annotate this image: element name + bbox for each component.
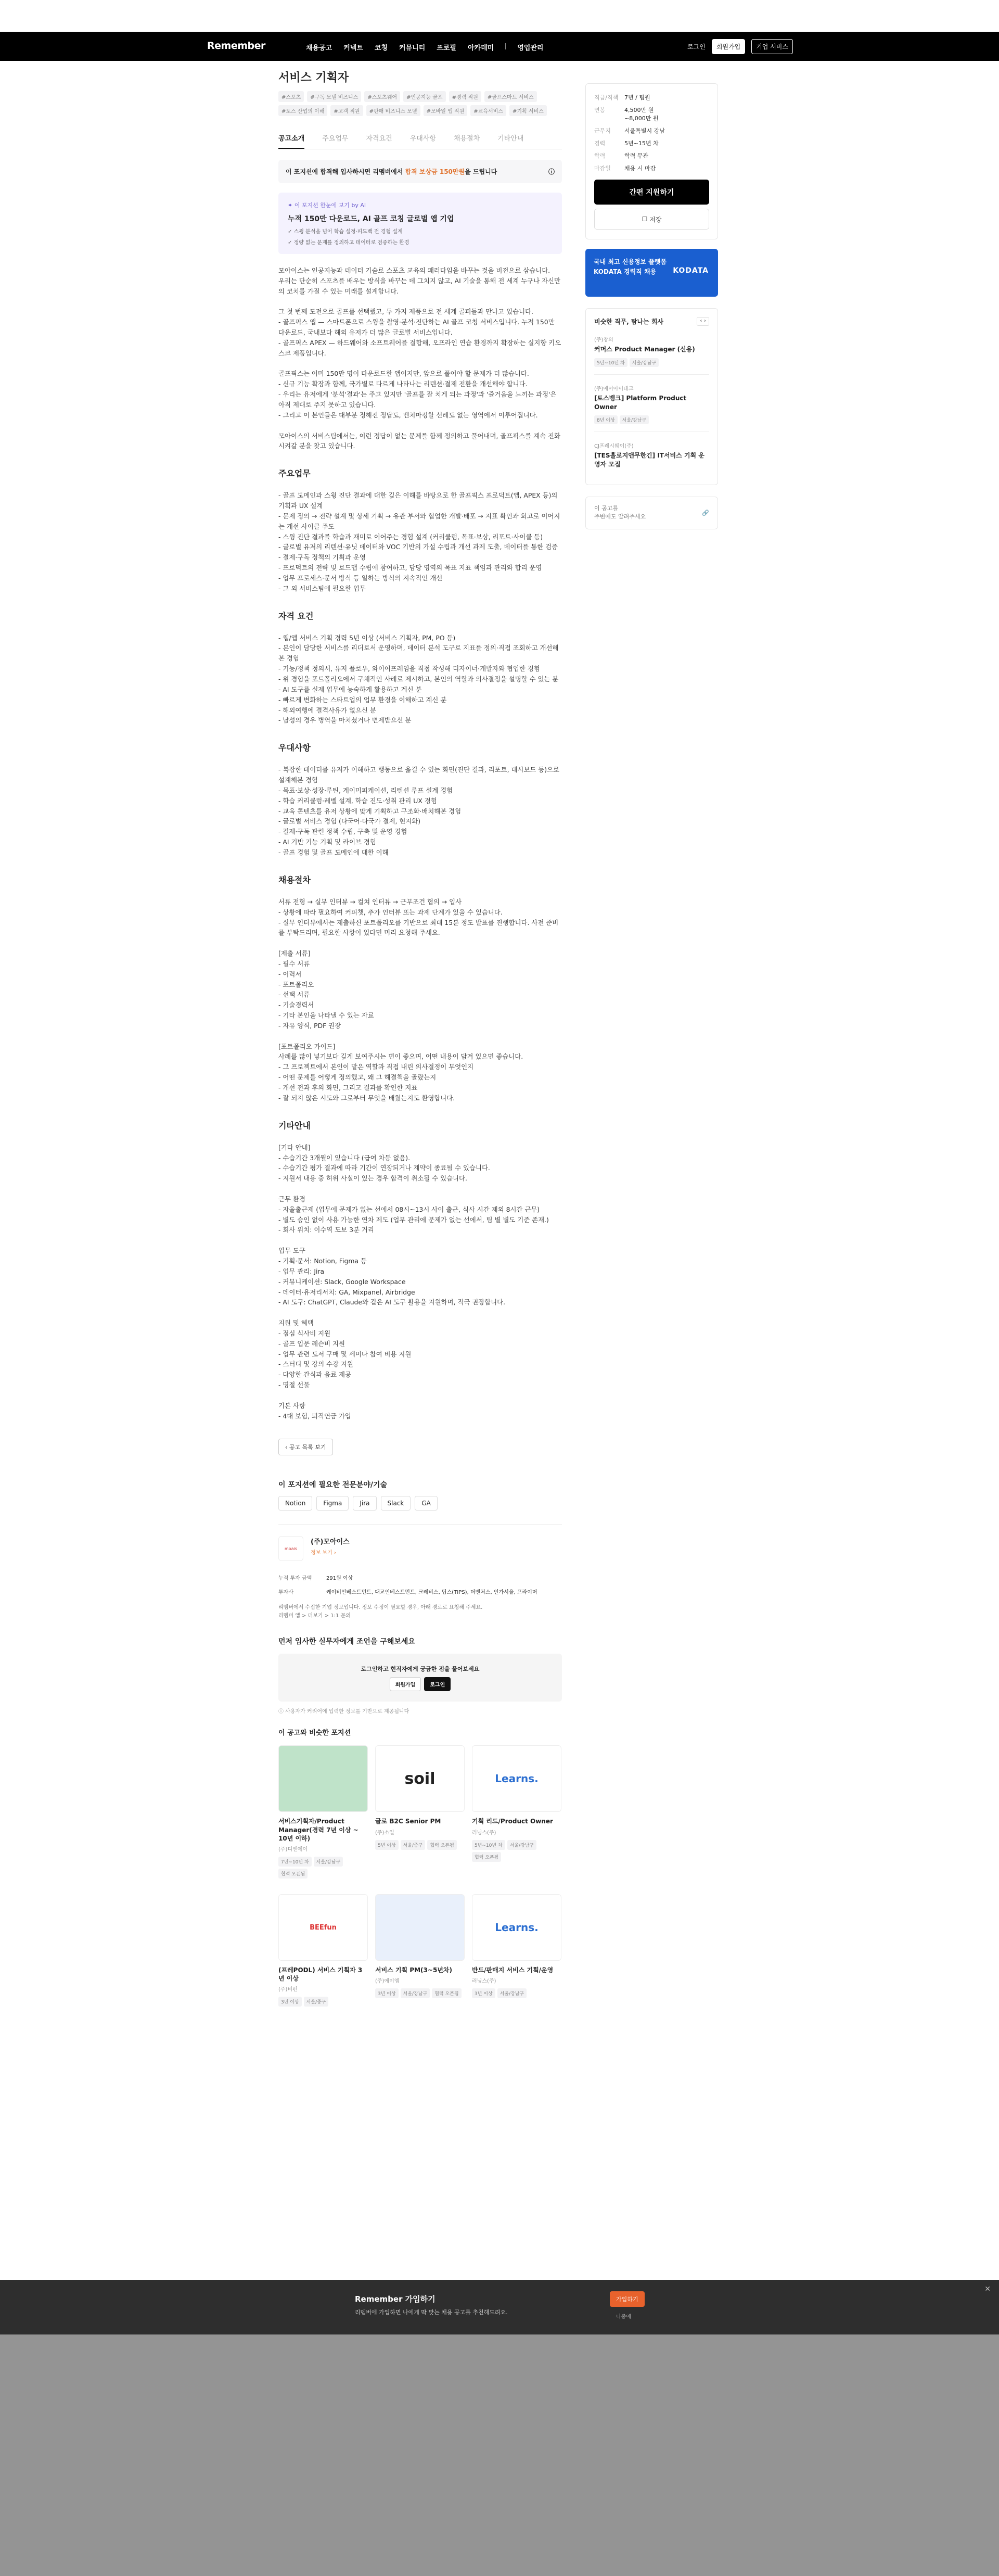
skill-chip: Notion xyxy=(278,1496,312,1511)
info-row xyxy=(594,151,709,160)
tab-process[interactable]: 채용절차 xyxy=(453,135,480,143)
job-card[interactable] xyxy=(278,1745,368,1879)
info-label: 학력 xyxy=(594,153,606,159)
tag: 5년 이상 xyxy=(375,1840,399,1850)
tag: 협력 오픈됨 xyxy=(472,1852,501,1862)
tag: 3년 이상 xyxy=(278,1997,302,2007)
banner-logo: KODATA xyxy=(673,267,709,275)
tab-requirements[interactable]: 자격요건 xyxy=(366,135,392,143)
job-card-tags xyxy=(278,1857,368,1879)
job-card[interactable] xyxy=(375,1894,465,2007)
bookmark-icon: ☐ xyxy=(642,215,650,223)
info-label: 근무지 xyxy=(594,128,611,134)
interview-box-text: 로그인하고 현직자에게 궁금한 점을 물어보세요 xyxy=(361,1665,480,1672)
invest-label: 누적 투자 금액 xyxy=(278,1576,312,1582)
info-label: 경력 xyxy=(594,140,606,147)
info-label: 직급/직책 xyxy=(594,94,619,101)
ai-summary-label: ✦ 이 포지션 한눈에 보기 by AI xyxy=(288,202,366,209)
section-body-preferred: - 복잡한 데이터를 유저가 이해하고 행동으로 옮길 수 있는 화면(진단 결과, 리포트, 대시보드 등)으로 설계해본 경험 - 목표·보상·성장·루틴, 게이미피케이션, 리텐션 루프 설계 경험 - 학습 커리큘럼·레벨 설계, 학습 진도·성취 관리 UX 경험 - 교육 콘텐츠를 유저 상황에 맞게 기획하고 구조화·배치해본 경험 - 글로벌 서비스 경험 (다국어·다국가 결제, 현지화) - 결제·구독 관련 정책 수립, 구축 및 운영 경험 - AI 기반 기능 기획 및 라이브 경험 - 골프 경험 및 골프 도메인에 대한 이해 xyxy=(278,766,560,856)
similar-grid xyxy=(278,1745,562,2007)
tag: 서울/강남구 xyxy=(314,1857,343,1867)
similar-positions xyxy=(278,1727,562,2007)
skill-chips xyxy=(278,1496,562,1511)
job-card-image: BEEfun xyxy=(278,1894,368,1961)
invest-value: 291원 이상 xyxy=(326,1576,353,1582)
similar-companies-title: 비슷한 직무, 탐나는 회사 xyxy=(594,318,664,325)
tag: 협력 오픈됨 xyxy=(427,1840,456,1850)
tag: 7년~10년 차 xyxy=(278,1857,312,1867)
job-card-company: (주)디엔에이 xyxy=(278,1847,308,1853)
job-card-title: (프레PODL) 서비스 기획자 3년 이상 xyxy=(278,1966,363,1983)
close-icon[interactable]: ✕ xyxy=(984,2285,991,2293)
interview-title: 먼저 입사한 실무자에게 조언을 구해보세요 xyxy=(278,1638,415,1646)
nav-item-jobs[interactable]: 채용공고 xyxy=(306,44,332,52)
company-invest-row xyxy=(278,1573,562,1581)
section-title-preferred: 우대사항 xyxy=(278,743,311,753)
tag: 서울/중구 xyxy=(304,1997,329,2007)
item-company: (주)에이아이테크 xyxy=(594,386,634,392)
section-tabs xyxy=(278,128,562,149)
company-investors-row xyxy=(278,1588,562,1595)
job-card-title: 서비스기획자/Product Manager(경력 7년 이상 ~ 10년 이하) xyxy=(278,1818,358,1842)
info-value: 학력 무관 xyxy=(624,153,649,159)
info-label: 마감일 xyxy=(594,165,611,172)
tag: 서울/강남구 xyxy=(497,1988,527,1998)
job-card-tags xyxy=(375,1988,465,1998)
section-body-requirements: - 웹/앱 서비스 기획 경력 5년 이상 (서비스 기획자, PM, PO 등) - 본인이 담당한 서비스를 리더로서 운영하며, 데이터 분석 도구로 지표를 정의·직접 조회하고 개선해본 경험 - 기능/정책 정의서, 유저 플로우, 와이어프레임을 직접 작성해 디자이너·개발자와 협업한 경험 - 위 경험을 포트폴리오에서 구체적인 사례로 제시하고, 본인의 역할과 의사결정을 설명할 수 있는 분 - AI 도구를 실제 업무에 능숙하게 활용하고 계신 분 - 빠르게 변화하는 스타트업의 업무 환경을 이해하고 계신 분 - 해외여행에 결격사유가 없으신 분 - 남성의 경우 병역을 마치셨거나 면제받으신 분 xyxy=(278,633,559,725)
tag: 5년~10년 차 xyxy=(594,358,627,367)
nav-menu xyxy=(306,42,543,52)
ad-banner[interactable] xyxy=(585,249,718,297)
skill-chip: Slack xyxy=(381,1496,411,1511)
tag: 5년~10년 차 xyxy=(472,1840,505,1850)
tag: #모바일 앱 직원 xyxy=(424,105,468,116)
ai-summary-headline: 누적 150만 다운로드, AI 골프 코칭 글로벌 앱 기업 xyxy=(288,215,454,223)
similar-companies xyxy=(585,308,718,485)
banner-text: 국내 최고 신용정보 플랫폼 KODATA 경력직 채용 xyxy=(594,258,667,276)
reward-amount: 합격 보상금 150만원 xyxy=(405,168,465,175)
ai-summary-points xyxy=(288,227,553,246)
ai-summary-box xyxy=(278,193,562,254)
tag: 서울/강남구 xyxy=(630,358,659,367)
job-card-company: 러닝스(주) xyxy=(472,1830,496,1836)
job-card-tags xyxy=(472,1988,561,1998)
investors-value: 케이비인베스트먼트, 대교인베스트먼트, 크레비스, 팁스(TIPS), 더벤처스, 인가서울, 프라이머 xyxy=(326,1590,537,1596)
share-box xyxy=(585,497,718,529)
reward-notice xyxy=(278,160,562,183)
investors-label: 투자사 xyxy=(278,1590,293,1596)
job-card-company: (주)비펀 xyxy=(278,1987,298,1993)
job-card[interactable] xyxy=(472,1745,561,1879)
job-card-title: 반드/판매지 서비스 기획/운영 xyxy=(472,1966,554,1974)
skill-chip: GA xyxy=(415,1496,438,1511)
job-card[interactable] xyxy=(375,1745,465,1879)
company-name[interactable]: (주)모아이스 xyxy=(311,1538,350,1546)
signup-button[interactable]: 회원가입 xyxy=(712,39,745,54)
back-to-list-button[interactable] xyxy=(278,1439,333,1455)
section-title-etc: 기타안내 xyxy=(278,1120,311,1131)
save-label: 저장 xyxy=(649,215,662,223)
tag: #고객 직원 xyxy=(330,105,363,116)
nav-right xyxy=(687,39,793,54)
section-title-requirements: 자격 요건 xyxy=(278,611,314,621)
item-title: [토스뱅크] Platform Product Owner xyxy=(594,394,687,411)
chevron-left-icon: ‹ xyxy=(285,1444,288,1451)
nav-item-academy[interactable]: 아카데미 xyxy=(467,44,494,52)
info-value: 7년 / 팀원 xyxy=(624,94,650,101)
signup-bar xyxy=(0,2280,999,2334)
info-value: 5년~15년 차 xyxy=(624,140,659,147)
tab-intro[interactable]: 공고소개 xyxy=(278,128,304,149)
company-logo: moais xyxy=(278,1536,303,1561)
help-icon[interactable]: ⓘ xyxy=(548,168,555,175)
list-item: ✓ 스윙 분석을 넘어 학습 설정·피드백 전 경험 설계 xyxy=(288,229,403,235)
interview-section xyxy=(278,1636,562,1715)
job-card-image: Learns. xyxy=(472,1894,561,1961)
item-tags xyxy=(594,415,709,424)
apply-panel xyxy=(585,83,718,239)
section-title-process: 채용절차 xyxy=(278,874,311,885)
skills-title: 이 포지션에 필요한 전문분야/기술 xyxy=(278,1481,388,1490)
tag: #골프스마트 서비스 xyxy=(484,91,537,102)
biz-service-button[interactable]: 기업 서비스 xyxy=(751,39,793,54)
signup-bar-title: Remember 가입하기 xyxy=(355,2294,436,2304)
item-title: [TES홀로지앤무한긴] IT서비스 기획 운영자 모집 xyxy=(594,452,705,468)
info-row xyxy=(594,126,709,135)
item-title: 커머스 Product Manager (신용) xyxy=(594,346,695,353)
tag: 서울/강남구 xyxy=(507,1840,537,1850)
interview-buttons xyxy=(390,1677,451,1691)
signup-bar-join-button[interactable]: 가입하기 xyxy=(610,2291,645,2307)
tag: 서울/강남구 xyxy=(620,415,649,424)
job-card-company: (주)에이엠 xyxy=(375,1978,400,1985)
info-value: 4,500만 원 ~8,000만 원 xyxy=(624,107,659,122)
point-text: 정량 없는 문제를 정의하고 데이터로 검증하는 환경 xyxy=(293,240,409,246)
job-card-company: 러닝스(주) xyxy=(472,1978,496,1985)
tag: 서울/중구 xyxy=(401,1840,426,1850)
global-nav xyxy=(0,32,999,61)
tag: #토스 산업의 이해 xyxy=(278,105,327,116)
nav-item-connect[interactable]: 커넥트 xyxy=(343,44,363,52)
list-item: ✓ 정량 없는 문제를 정의하고 데이터로 검증하는 환경 xyxy=(288,240,409,246)
section-body-etc: [기타 안내] - 수습기간 3개월이 있습니다 (급여 차등 없음). - 수습기간 평가 결과에 따라 기간이 연장되거나 계약이 종료될 수 있습니다. - 지원서 내용 중 허위 사실이 있는 경우 합격이 취소될 수 있습니다. 근무 환경 - 자율출근제 (업무에 문제가 없는 선에서 08시~13시 사이 출근, 식사 시간 제외 8시간 근무) - 별도 승인 없이 사용 가능한 연차 제도 (업무 관리에 문제가 없는 선에서, 팀 별 별도 기준 존재.) - 회사 위치: 이수역 도보 3분 거리 업무 도구 - 기획·문서: Notion, Figma 등 - 업무 관리: Jira - 커뮤니케이션: Slack, Google Workspace - 데이터·유저리서치: GA, Mixpanel, Airbridge - AI 도구: ChatGPT, Claude와 같은 AI 도구 활용을 지원하며, 적극 권장합니다. 지원 및 혜택 - 점심 식사비 지원 - 골프 입문 레슨비 지원 - 업무 관련 도서 구매 및 세미나 참여 비용 지원 - 스터디 및 강의 수강 지원 - 다양한 간식과 음료 제공 - 명절 선물 기본 사항 - 4대 보험, 퇴직연금 가입 xyxy=(278,1143,549,1420)
page-title: 서비스 기획자 xyxy=(278,71,349,84)
tag: #경력 직원 xyxy=(449,91,481,102)
job-card-company: (주)소일 xyxy=(375,1830,394,1836)
link-icon[interactable]: 🔗 xyxy=(702,509,709,516)
job-card[interactable] xyxy=(278,1894,368,2007)
ai-summary-by: 이 포지션 한눈에 보기 by AI xyxy=(294,202,366,209)
interview-box xyxy=(278,1654,562,1702)
tag-list xyxy=(278,91,562,116)
tab-preferred[interactable]: 우대사항 xyxy=(409,135,436,143)
nav-item-sales[interactable]: 영업관리 xyxy=(517,44,544,52)
save-button[interactable] xyxy=(594,209,709,230)
info-row xyxy=(594,106,709,122)
reward-text xyxy=(286,167,497,176)
interview-signup-button[interactable]: 회원가입 xyxy=(390,1677,421,1691)
info-value: 채용 시 마감 xyxy=(624,165,656,172)
tag: #교육서비스 xyxy=(470,105,506,116)
section-body-duties: - 골프 도메인과 스윙 진단 결과에 대한 깊은 이해를 바탕으로 한 골프픽스 프로덕트(앱, APEX 등)의 기획과 UX 설계 - 문제 정의 → 전략 설계 및 상세 기획 → 유관 부서와 협업한 개발·배포 → 지표 확인과 회고로 이어지는 개선 사이클 주도 - 스윙 진단 결과를 학습과 재미로 이어주는 경험 설계 (커리큘럼, 목표·보상, 리포트·사이클 등) - 글로벌 유저의 리텐션·유닛 데이터와 VOC 기반의 가설 수립과 개선 과제 도출, 데이터를 통한 검증 - 결제·구독 정책의 기획과 운영 - 프로덕트의 전략 및 로드맵 수립에 참여하고, 담당 영역의 목표 지표 책임과 관리와 합리 운영 - 업무 프로세스·문서 방식 등 일하는 방식의 지속적인 개선 - 그 외 서비스팀에 필요한 업무 xyxy=(278,491,560,592)
point-text: 스윙 분석을 넘어 학습 설정·피드백 전 경험 설계 xyxy=(293,229,403,235)
skill-chip: Figma xyxy=(316,1496,349,1511)
job-card-image: soil xyxy=(375,1745,465,1812)
job-card-image xyxy=(278,1745,368,1812)
company-card xyxy=(278,1524,562,1620)
tag: 협력 오픈됨 xyxy=(278,1869,308,1879)
section-title-duties: 주요업무 xyxy=(278,468,311,479)
nav-item-community[interactable]: 커뮤니티 xyxy=(399,44,426,52)
nav-divider xyxy=(505,43,506,49)
company-info-link[interactable]: 정보 보기 › xyxy=(311,1550,336,1556)
similar-title: 이 공고와 비슷한 포지션 xyxy=(278,1729,351,1737)
interview-login-button[interactable]: 로그인 xyxy=(424,1677,451,1691)
tag: #인공지능 골프 xyxy=(403,91,446,102)
list-item[interactable] xyxy=(594,441,709,476)
job-card-tags xyxy=(375,1840,465,1850)
job-card-title: 기획 리드/Product Owner xyxy=(472,1818,553,1825)
info-row xyxy=(594,164,709,172)
job-card-title: 글로 B2C Senior PM xyxy=(375,1818,441,1825)
tab-duties[interactable]: 주요업무 xyxy=(322,135,349,143)
list-item[interactable] xyxy=(594,335,709,375)
tag: #판매 비즈니스 모델 xyxy=(366,105,420,116)
job-card-image: Learns. xyxy=(472,1745,561,1812)
tag: #구독 모델 비즈니스 xyxy=(307,91,361,102)
tag: #스포츠웨어 xyxy=(364,91,400,102)
job-card-tags xyxy=(472,1840,561,1862)
apply-button[interactable]: 간편 지원하기 xyxy=(594,180,709,205)
reward-text-post: 을 드립니다 xyxy=(465,168,497,175)
job-card-image xyxy=(375,1894,465,1961)
info-label: 연봉 xyxy=(594,107,606,113)
info-row xyxy=(594,93,709,101)
list-item[interactable] xyxy=(594,384,709,433)
carousel-nav[interactable]: ‹ › xyxy=(697,317,709,326)
signup-bar-message: 리멤버에 가입하면 나에게 딱 맞는 채용 공고를 추천해드려요. xyxy=(355,2309,508,2316)
company-intro: 모아이스는 인공지능과 데이터 기술로 스포츠 교육의 패러다임을 바꾸는 것을 비전으로 삼습니다. 우리는 단순히 스포츠를 배우는 방식을 바꾸는 데 그치지 않고, AI 기술을 통해 전 세계 누구나 자신만의 코치를 가질 수 있는 미래를 설계합니다. 그 첫 번째 도전으로 골프를 선택했고, 두 가지 제품으로 전 세계 골퍼들과 만나고 있습니다. - 골프픽스 앱 — 스마트폰으로 스윙을 촬영·분석·진단하는 AI 골프 코칭 서비스입니다. 누적 150만 다운로드, 국내보다 해외 유저가 더 많은 글로벌 서비스입니다. - 골프픽스 APEX — 하드웨어와 소프트웨어를 결합해, 오프라인 연습 환경까지 확장하는 실지향 키오스크 제품입니다. 골프픽스는 이미 150만 명이 다운로드한 앱이지만, 앞으로 풀어야 할 문제가 더 많습니다. - 신규 기능 확장과 함께, 국가별로 다르게 나타나는 리텐션·결제 전환을 개선해야 합니다. - 우리는 유저에게 '분석'결과'는 주고 있지만 '골프를 잘 치게 되는 과정'과 '즐거움을 느끼는 과정'은 아직 제대로 주지 못하고 있습니다. - 그리고 이 본인들은 대부분 정해진 정답도, 벤치마킹할 선례도 없는 영역에서 이루어집니다. 모아이스의 서비스팀에서는, 이런 정답이 없는 문제를 함께 정의하고 풀어내며, 골프픽스를 계속 진화시켜갈 분을 찾고 있습니다. xyxy=(278,267,561,450)
job-card[interactable] xyxy=(472,1894,561,2007)
nav-item-coaching[interactable]: 코칭 xyxy=(374,44,388,52)
login-link[interactable]: 로그인 xyxy=(687,43,706,50)
tag: #기획 서비스 xyxy=(509,105,547,116)
back-label: 공고 목록 보기 xyxy=(289,1444,326,1451)
signup-bar-later-link[interactable]: 나중에 xyxy=(616,2314,631,2320)
item-company: (주)창의 xyxy=(594,337,613,343)
info-value: 서울특별시 강남 xyxy=(624,128,665,134)
tag: 8년 이상 xyxy=(594,415,618,424)
tab-etc[interactable]: 기타안내 xyxy=(497,135,524,143)
similar-companies-header xyxy=(594,317,709,326)
interview-note: ⓘ 사용자가 커리어에 입력한 정보를 기반으로 제공됩니다 xyxy=(278,1709,409,1715)
job-card-tags xyxy=(278,1997,368,2007)
tag: 서울/강남구 xyxy=(401,1988,430,1998)
info-row xyxy=(594,139,709,147)
section-body-process: 서류 전형 → 실무 인터뷰 → 컬쳐 인터뷰 → 근무조건 협의 → 입사 - 상황에 따라 필요하여 커피챗, 추가 인터뷰 또는 과제 단계가 있을 수 있습니다. - 실무 인터뷰에서는 제출하신 포트폴리오를 기반으로 최대 15분 정도 발표를 진행합니다. 사전 준비를 부탁드리며, 필요한 사항이 있다면 미리 요청해 주세요. [제출 서류] - 필수 서류 - 이력서 - 포트폴리오 - 선택 서류 - 기술경력서 - 기타 본인을 나타낼 수 있는 자료 - 자유 양식, PDF 권장 [포트폴리오 가이드] 사례를 많이 넣기보다 깊게 보여주시는 편이 좋으며, 어떤 내용이 담겨 있으면 좋습니다. - 그 프로젝트에서 본인이 맡은 역할과 직접 내린 의사결정이 무엇인지 - 어떤 문제를 어떻게 정의했고, 왜 그 해결책을 골랐는지 - 개선 전과 후의 화면, 그리고 결과를 확인한 지표 - 잘 되지 않은 시도와 그로부터 무엇을 배웠는지도 환영합니다. xyxy=(278,897,559,1102)
tag: 3년 이상 xyxy=(472,1988,495,1998)
item-tags xyxy=(594,358,709,367)
remember-logo[interactable]: Remember xyxy=(207,40,265,52)
share-text: 이 공고를 주변에도 알려주세요 xyxy=(594,504,646,521)
tag: #스포츠 xyxy=(278,91,304,102)
nav-item-profile[interactable]: 프로필 xyxy=(437,44,456,52)
reward-text-pre: 이 포지션에 합격해 입사하시면 리멤버에서 xyxy=(286,168,405,175)
company-desc: 리멤버에서 수집한 기업 정보입니다. 정보 수정이 필요할 경우, 아래 경로로 요청해 주세요. 리멤버 앱 > 더보기 > 1:1 문의 xyxy=(278,1605,483,1619)
tag: 협력 오픈됨 xyxy=(432,1988,461,1998)
tag: 3년 이상 xyxy=(375,1988,399,1998)
item-company: CJ프레시웨이(주) xyxy=(594,443,634,450)
sidebar xyxy=(585,83,718,529)
job-detail xyxy=(278,62,562,2007)
skill-chip: Jira xyxy=(353,1496,376,1511)
job-card-title: 서비스 기획 PM(3~5년차) xyxy=(375,1966,452,1974)
